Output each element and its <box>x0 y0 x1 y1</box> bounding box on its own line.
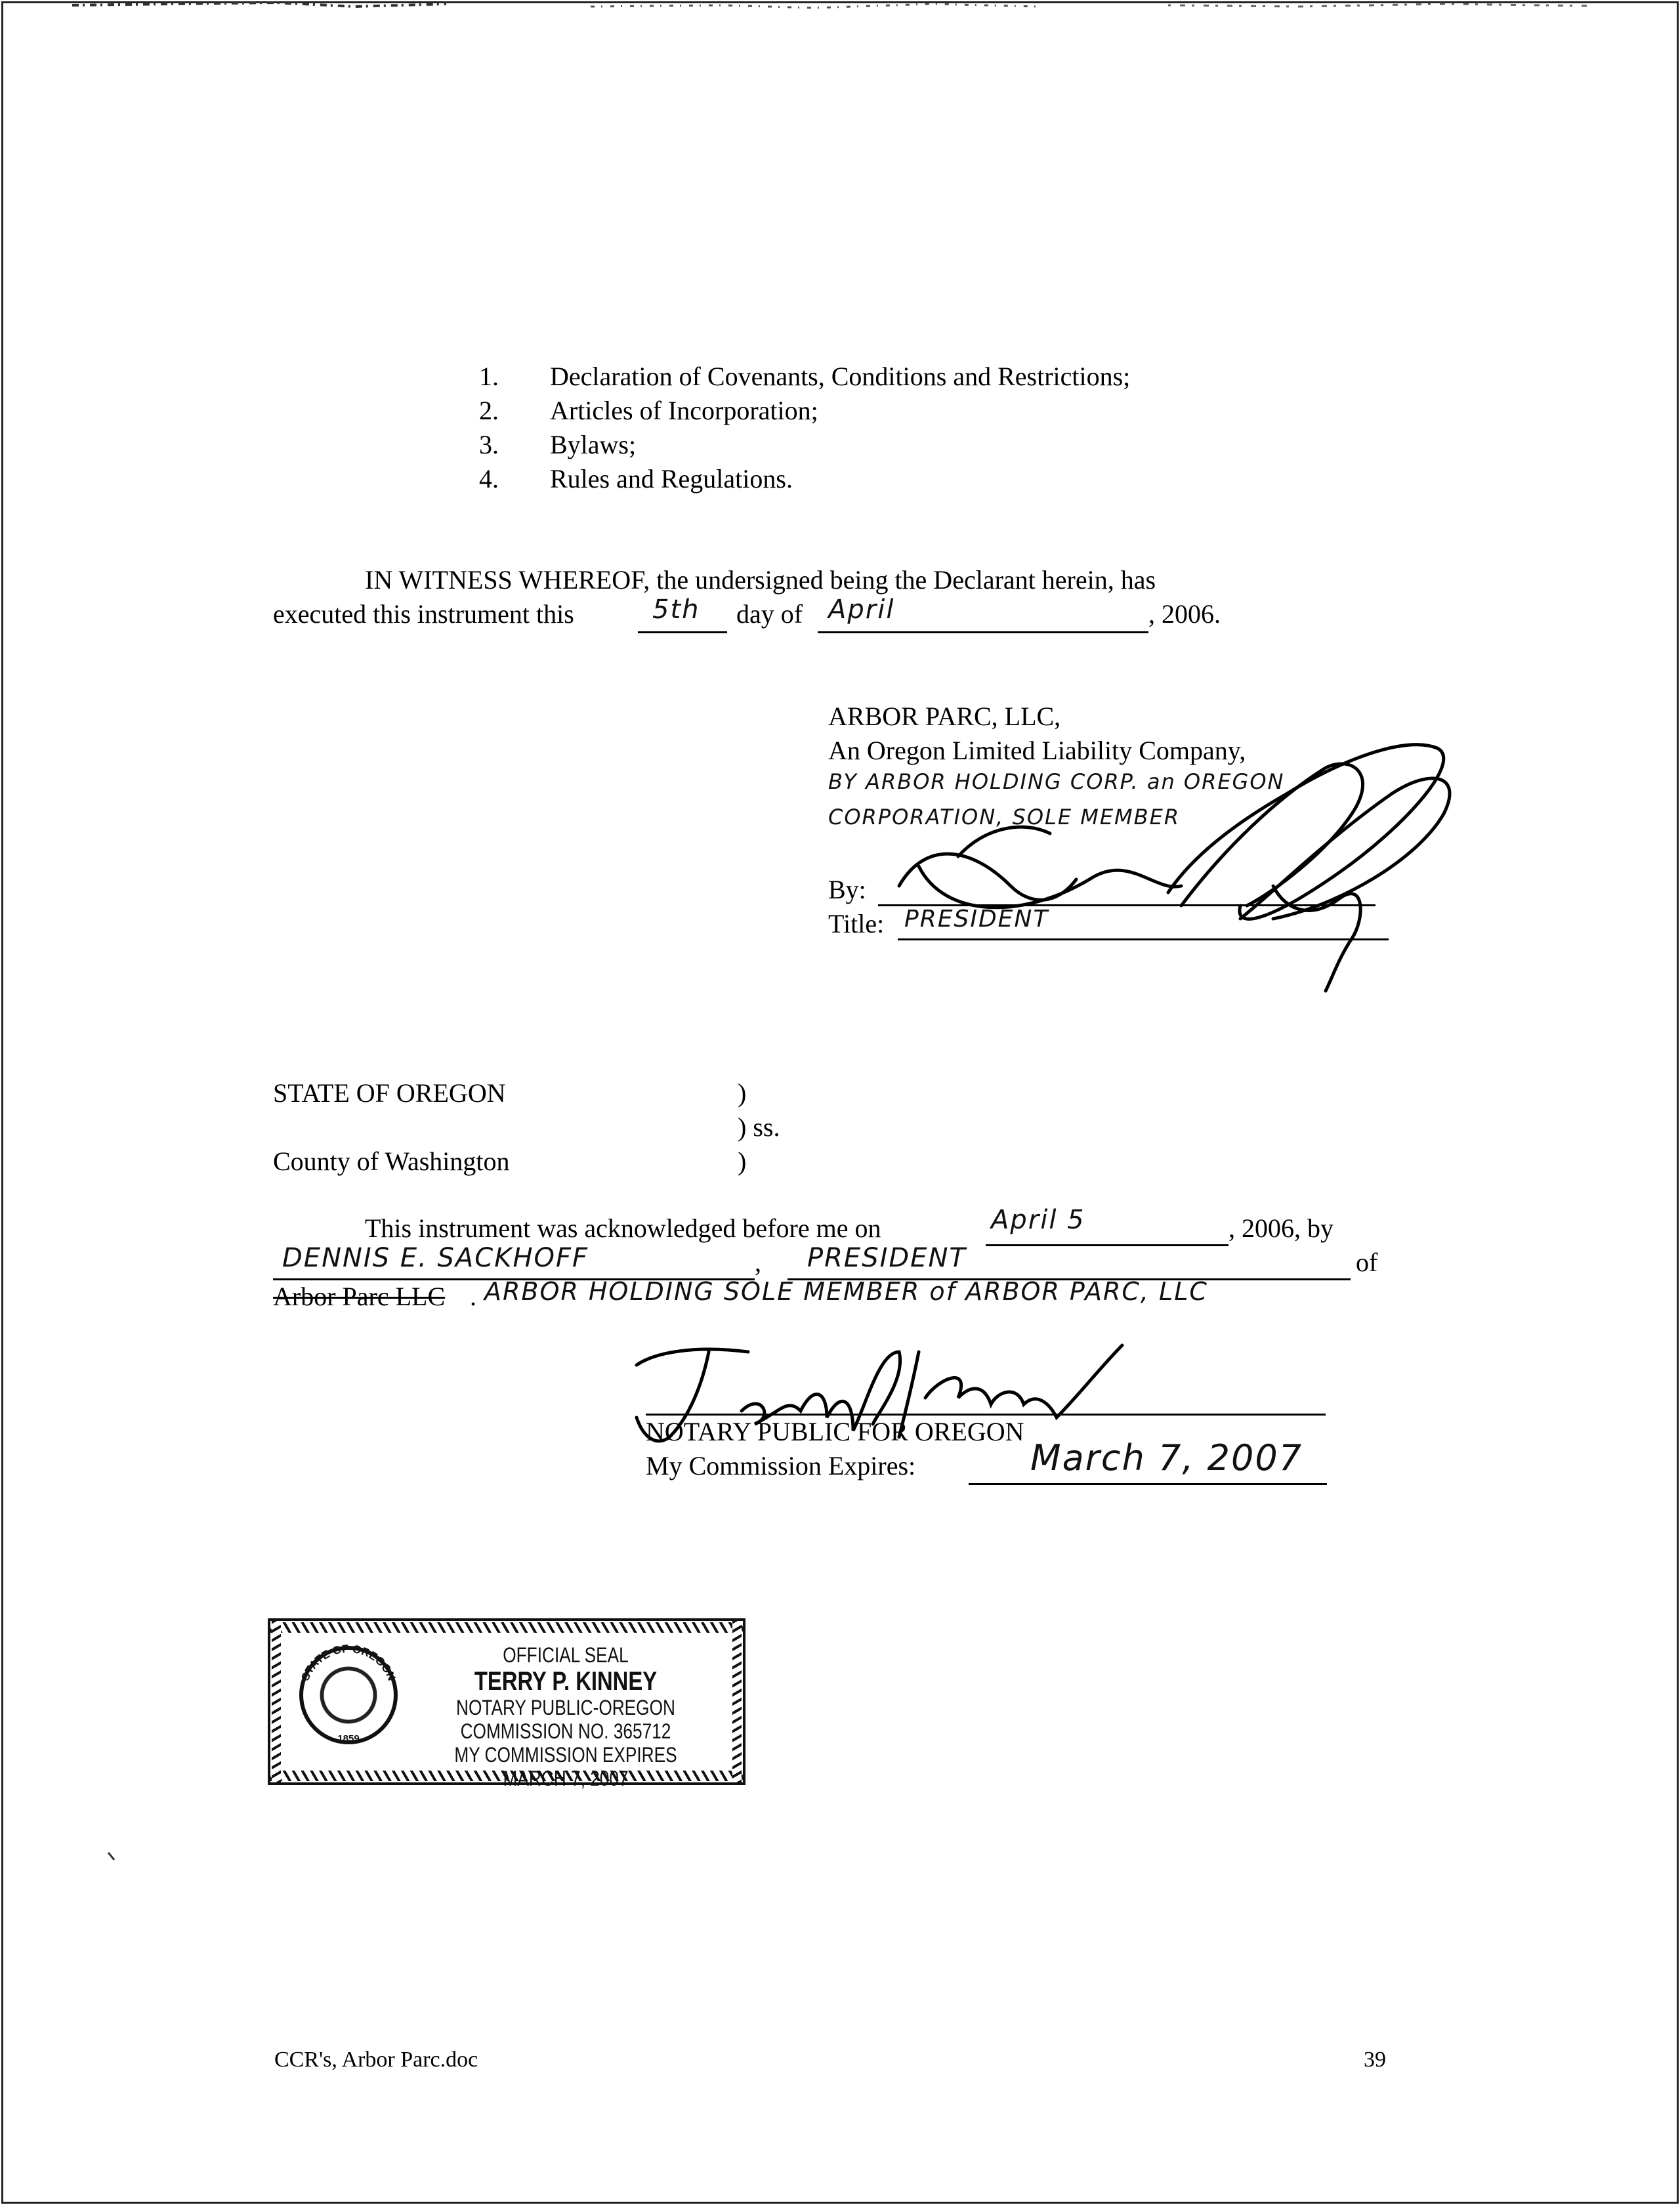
notary-title: NOTARY PUBLIC FOR OREGON <box>646 1417 1024 1446</box>
notary-seal <box>268 1618 746 1790</box>
paren-3: ) <box>738 1146 747 1176</box>
witness-line-1: IN WITNESS WHEREOF, the undersigned being the Declarant herein, has <box>365 565 1156 595</box>
list-text: Rules and Regulations. <box>550 464 793 494</box>
day-handwritten: 5th <box>652 595 700 625</box>
page-border <box>1 1 1679 2204</box>
ack-date-blank <box>986 1244 1228 1246</box>
of-label: of <box>1356 1248 1378 1277</box>
commission-label: My Commission Expires: <box>646 1451 916 1480</box>
list-number: 4. <box>479 464 499 494</box>
comma: , <box>755 1248 761 1277</box>
page-number: 39 <box>1364 2048 1386 2072</box>
month-blank <box>818 631 1148 633</box>
list-text: Bylaws; <box>550 430 637 459</box>
name-handwritten: DENNIS E. SACKHOFF <box>282 1243 589 1273</box>
footer-filename: CCR's, Arbor Parc.doc <box>274 2048 478 2072</box>
seal-notary-name: TERRY P. KINNEY <box>474 1667 658 1696</box>
list-text: Declaration of Covenants, Conditions and Restrictions; <box>550 362 1131 391</box>
by-label: By: <box>828 875 866 904</box>
paren-ss: ) ss. <box>738 1112 780 1142</box>
list-number: 2. <box>479 396 499 425</box>
struck-entity: Arbor Parc LLC <box>273 1282 446 1311</box>
company-name: ARBOR PARC, LLC, <box>828 702 1061 731</box>
list-number: 3. <box>479 430 499 459</box>
entity-period: . <box>470 1282 476 1311</box>
paren-1: ) <box>738 1078 747 1108</box>
seal-text-block <box>431 1643 700 1790</box>
month-handwritten: April <box>828 595 895 625</box>
role-handwritten: PRESIDENT <box>807 1243 967 1273</box>
list-number: 1. <box>479 362 499 391</box>
county-label: County of Washington <box>273 1146 510 1176</box>
seal-rope-right <box>732 1621 742 1782</box>
day-blank <box>638 631 727 633</box>
ack-date-handwritten: April 5 <box>991 1205 1085 1235</box>
seal-rope-top <box>270 1622 743 1633</box>
seal-ring-text <box>290 1637 407 1754</box>
seal-commission-number: COMMISSION NO. 365712 <box>460 1719 671 1743</box>
scan-noise <box>0 0 1680 22</box>
ack-text: This instrument was acknowledged before me on <box>365 1213 881 1243</box>
company-description: An Oregon Limited Liability Company, <box>828 736 1246 765</box>
entity-handwritten: ARBOR HOLDING SOLE MEMBER of ARBOR PARC, LLC <box>484 1277 1208 1306</box>
by-handwritten-2: CORPORATION, SOLE MEMBER <box>828 805 1181 830</box>
svg-text:STATE OF OREGON: STATE OF OREGON <box>299 1642 398 1683</box>
commission-handwritten: March 7, 2007 <box>1030 1437 1303 1479</box>
ack-year: , 2006, by <box>1228 1213 1334 1243</box>
list-text: Articles of Incorporation; <box>550 396 818 425</box>
declarant-signature <box>814 722 1483 1011</box>
seal-notary-public: NOTARY PUBLIC-OREGON <box>456 1696 675 1719</box>
stray-mark <box>108 1852 116 1861</box>
commission-blank <box>969 1483 1327 1485</box>
seal-rope-left <box>272 1621 281 1782</box>
witness-year: , 2006. <box>1148 599 1221 629</box>
witness-line-2a: executed this instrument this <box>273 599 574 629</box>
state-label: STATE OF OREGON <box>273 1078 506 1108</box>
seal-expiration: MY COMMISSION EXPIRES MARCH 7, 2007 <box>454 1743 677 1790</box>
seal-heading: OFFICIAL SEAL <box>503 1643 629 1667</box>
title-label: Title: <box>828 909 885 938</box>
svg-text:1859: 1859 <box>337 1733 360 1744</box>
title-handwritten: PRESIDENT <box>904 906 1049 933</box>
by-handwritten-1: BY ARBOR HOLDING CORP. an OREGON <box>828 769 1285 794</box>
witness-day-of: day of <box>736 599 803 629</box>
